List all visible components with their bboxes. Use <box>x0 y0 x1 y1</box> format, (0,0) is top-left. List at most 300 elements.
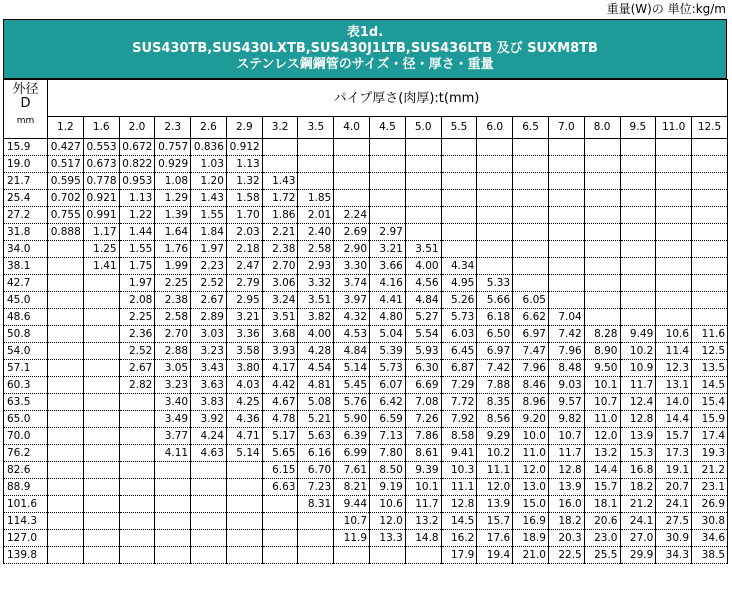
weight-cell <box>334 173 370 190</box>
table-row <box>4 173 728 190</box>
weight-cell: 5.21 <box>298 411 334 428</box>
weight-cell: 1.17 <box>83 224 119 241</box>
weight-cell: 6.59 <box>370 411 406 428</box>
weight-cell: 3.23 <box>191 343 227 360</box>
weight-cell: 0.921 <box>83 190 119 207</box>
weight-cell: 0.427 <box>48 139 84 156</box>
weight-cell <box>405 190 441 207</box>
weight-cell: 4.11 <box>155 445 191 462</box>
weight-cell: 6.70 <box>298 462 334 479</box>
table-row <box>4 411 728 428</box>
weight-cell <box>262 513 298 530</box>
thickness-header-cell: 8.0 <box>584 117 620 139</box>
weight-cell: 11.6 <box>692 326 728 343</box>
weight-cell <box>584 224 620 241</box>
weight-cell <box>226 513 262 530</box>
weight-cell: 6.05 <box>513 292 549 309</box>
outer-diameter-header <box>4 80 48 139</box>
weight-cell <box>226 479 262 496</box>
weight-cell: 10.1 <box>584 377 620 394</box>
weight-cell <box>48 513 84 530</box>
weight-cell: 4.67 <box>262 394 298 411</box>
weight-cell: 18.2 <box>548 513 584 530</box>
weight-cell: 3.51 <box>405 241 441 258</box>
weight-cell: 3.74 <box>334 275 370 292</box>
weight-cell <box>191 547 227 564</box>
thickness-header-cell: 9.5 <box>620 117 656 139</box>
outer-diameter-cell: 101.6 <box>4 496 48 513</box>
weight-cell: 12.4 <box>620 394 656 411</box>
weight-cell: 7.72 <box>441 394 477 411</box>
weight-cell <box>334 156 370 173</box>
weight-cell: 13.9 <box>620 428 656 445</box>
weight-cell: 1.03 <box>191 156 227 173</box>
weight-cell <box>48 394 84 411</box>
weight-cell <box>620 224 656 241</box>
weight-cell: 38.5 <box>692 547 728 564</box>
weight-cell: 10.1 <box>405 479 441 496</box>
outer-diameter-cell: 19.0 <box>4 156 48 173</box>
weight-cell: 0.755 <box>48 207 84 224</box>
weight-cell: 3.21 <box>370 241 406 258</box>
weight-cell: 6.97 <box>513 326 549 343</box>
weight-cell: 1.85 <box>298 190 334 207</box>
weight-cell: 4.03 <box>226 377 262 394</box>
weight-cell: 13.3 <box>370 530 406 547</box>
weight-cell: 15.7 <box>477 513 513 530</box>
weight-cell: 17.9 <box>441 547 477 564</box>
weight-cell: 3.83 <box>191 394 227 411</box>
weight-cell <box>620 292 656 309</box>
weight-cell <box>48 343 84 360</box>
weight-cell: 13.9 <box>548 479 584 496</box>
weight-cell: 5.76 <box>334 394 370 411</box>
weight-cell <box>441 190 477 207</box>
weight-cell <box>548 139 584 156</box>
weight-cell: 2.38 <box>262 241 298 258</box>
weight-cell: 7.08 <box>405 394 441 411</box>
weight-cell: 9.20 <box>513 411 549 428</box>
thickness-header-cell: 2.9 <box>226 117 262 139</box>
weight-cell <box>226 530 262 547</box>
weight-cell <box>656 241 692 258</box>
weight-cell: 20.3 <box>548 530 584 547</box>
table-row <box>4 479 728 496</box>
weight-cell: 9.19 <box>370 479 406 496</box>
weight-cell: 20.7 <box>656 479 692 496</box>
weight-cell: 4.25 <box>226 394 262 411</box>
weight-cell <box>656 224 692 241</box>
weight-cell <box>48 377 84 394</box>
weight-cell: 8.56 <box>477 411 513 428</box>
weight-cell <box>155 530 191 547</box>
weight-cell: 2.36 <box>119 326 155 343</box>
weight-cell <box>692 309 728 326</box>
weight-cell: 1.76 <box>155 241 191 258</box>
weight-cell: 0.595 <box>48 173 84 190</box>
table-row <box>4 496 728 513</box>
weight-cell <box>191 462 227 479</box>
weight-cell: 2.01 <box>298 207 334 224</box>
weight-cell <box>48 496 84 513</box>
weight-cell <box>48 292 84 309</box>
table-row <box>4 547 728 564</box>
weight-cell: 5.73 <box>370 360 406 377</box>
weight-cell <box>405 173 441 190</box>
weight-cell <box>548 241 584 258</box>
weight-cell: 8.21 <box>334 479 370 496</box>
weight-cell: 10.6 <box>370 496 406 513</box>
weight-cell <box>692 275 728 292</box>
weight-cell: 6.99 <box>334 445 370 462</box>
weight-cell: 24.1 <box>656 496 692 513</box>
thickness-header-cell: 5.0 <box>405 117 441 139</box>
weight-cell <box>692 292 728 309</box>
weight-cell: 13.2 <box>405 513 441 530</box>
weight-cell: 13.2 <box>584 445 620 462</box>
weight-cell: 2.24 <box>334 207 370 224</box>
weight-cell: 30.9 <box>656 530 692 547</box>
weight-cell: 4.00 <box>405 258 441 275</box>
thickness-header-cell: 11.0 <box>656 117 692 139</box>
weight-cell: 5.04 <box>370 326 406 343</box>
weight-cell: 16.0 <box>548 496 584 513</box>
weight-cell: 1.41 <box>83 258 119 275</box>
weight-cell: 3.51 <box>298 292 334 309</box>
weight-cell: 8.28 <box>584 326 620 343</box>
weight-cell: 2.88 <box>155 343 191 360</box>
weight-cell: 2.25 <box>119 309 155 326</box>
weight-cell: 4.81 <box>298 377 334 394</box>
weight-cell <box>477 224 513 241</box>
weight-cell: 6.42 <box>370 394 406 411</box>
weight-cell <box>656 275 692 292</box>
table-row <box>4 309 728 326</box>
weight-cell <box>620 207 656 224</box>
weight-cell <box>584 275 620 292</box>
weight-cell <box>226 462 262 479</box>
weight-cell <box>119 445 155 462</box>
weight-cell <box>656 258 692 275</box>
weight-cell <box>548 156 584 173</box>
weight-cell <box>119 496 155 513</box>
weight-cell: 3.24 <box>262 292 298 309</box>
weight-cell: 4.56 <box>405 275 441 292</box>
weight-cell <box>262 139 298 156</box>
weight-cell <box>548 224 584 241</box>
thickness-header-cell: 12.5 <box>692 117 728 139</box>
weight-cell: 11.1 <box>477 462 513 479</box>
weight-cell: 11.7 <box>548 445 584 462</box>
weight-cell <box>191 496 227 513</box>
weight-cell: 5.90 <box>334 411 370 428</box>
weight-cell: 6.62 <box>513 309 549 326</box>
weight-cell: 10.9 <box>620 360 656 377</box>
weight-cell: 21.0 <box>513 547 549 564</box>
thickness-header-cell: 4.0 <box>334 117 370 139</box>
weight-cell: 5.26 <box>441 292 477 309</box>
weight-cell: 5.93 <box>405 343 441 360</box>
outer-diameter-cell: 48.6 <box>4 309 48 326</box>
weight-cell <box>405 547 441 564</box>
weight-cell: 3.30 <box>334 258 370 275</box>
weight-cell: 4.80 <box>370 309 406 326</box>
weight-cell: 5.39 <box>370 343 406 360</box>
weight-cell: 3.03 <box>191 326 227 343</box>
weight-cell <box>83 462 119 479</box>
weight-cell: 4.42 <box>262 377 298 394</box>
weight-cell: 8.48 <box>548 360 584 377</box>
weight-cell: 3.32 <box>298 275 334 292</box>
table-row <box>4 462 728 479</box>
weight-cell: 0.912 <box>226 139 262 156</box>
thickness-header-cell: 2.3 <box>155 117 191 139</box>
weight-cell: 3.77 <box>155 428 191 445</box>
weight-cell <box>656 207 692 224</box>
weight-cell <box>83 428 119 445</box>
weight-cell: 25.5 <box>584 547 620 564</box>
outer-diameter-cell: 42.7 <box>4 275 48 292</box>
weight-cell <box>48 462 84 479</box>
weight-cell: 5.14 <box>226 445 262 462</box>
table-row <box>4 139 728 156</box>
weight-cell <box>584 156 620 173</box>
outer-diameter-cell: 82.6 <box>4 462 48 479</box>
weight-cell: 1.75 <box>119 258 155 275</box>
weight-cell: 5.65 <box>262 445 298 462</box>
weight-cell: 11.0 <box>513 445 549 462</box>
weight-cell: 0.929 <box>155 156 191 173</box>
weight-cell <box>692 258 728 275</box>
weight-cell <box>83 513 119 530</box>
weight-cell: 3.51 <box>262 309 298 326</box>
weight-cell: 0.553 <box>83 139 119 156</box>
weight-cell: 2.03 <box>226 224 262 241</box>
weight-cell: 22.5 <box>548 547 584 564</box>
weight-cell: 2.95 <box>226 292 262 309</box>
weight-cell: 10.2 <box>477 445 513 462</box>
weight-cell <box>584 207 620 224</box>
weight-cell <box>620 241 656 258</box>
weight-cell: 29.9 <box>620 547 656 564</box>
weight-cell: 3.23 <box>155 377 191 394</box>
weight-cell <box>48 479 84 496</box>
weight-cell <box>513 241 549 258</box>
weight-cell: 3.63 <box>191 377 227 394</box>
weight-cell: 1.39 <box>155 207 191 224</box>
weight-cell: 19.1 <box>656 462 692 479</box>
weight-cell <box>477 156 513 173</box>
weight-cell: 11.4 <box>656 343 692 360</box>
weight-cell: 4.71 <box>226 428 262 445</box>
table-row <box>4 428 728 445</box>
weight-cell <box>83 275 119 292</box>
weight-cell: 13.5 <box>692 360 728 377</box>
thickness-header-cell: 2.6 <box>191 117 227 139</box>
weight-cell: 0.836 <box>191 139 227 156</box>
weight-cell: 11.1 <box>441 479 477 496</box>
weight-cell: 2.38 <box>155 292 191 309</box>
weight-cell <box>119 428 155 445</box>
weight-cell: 15.0 <box>513 496 549 513</box>
weight-cell <box>548 258 584 275</box>
weight-cell <box>656 190 692 207</box>
weight-cell <box>298 547 334 564</box>
weight-cell: 4.63 <box>191 445 227 462</box>
weight-cell: 9.29 <box>477 428 513 445</box>
weight-cell: 7.96 <box>513 360 549 377</box>
weight-cell <box>226 547 262 564</box>
thickness-header-cell: 1.2 <box>48 117 84 139</box>
weight-cell: 34.3 <box>656 547 692 564</box>
weight-cell <box>405 207 441 224</box>
weight-cell: 7.26 <box>405 411 441 428</box>
weight-cell: 9.39 <box>405 462 441 479</box>
weight-cell: 6.39 <box>334 428 370 445</box>
weight-cell: 2.52 <box>119 343 155 360</box>
weight-cell: 5.66 <box>477 292 513 309</box>
weight-cell <box>441 224 477 241</box>
weight-cell: 10.3 <box>441 462 477 479</box>
weight-cell: 3.97 <box>334 292 370 309</box>
weight-cell: 14.0 <box>656 394 692 411</box>
weight-cell: 5.45 <box>334 377 370 394</box>
weight-cell <box>83 411 119 428</box>
weight-cell <box>191 530 227 547</box>
weight-cell: 6.03 <box>441 326 477 343</box>
table-row <box>4 394 728 411</box>
outer-diameter-cell: 57.1 <box>4 360 48 377</box>
weight-cell: 1.58 <box>226 190 262 207</box>
weight-cell <box>441 207 477 224</box>
outer-diameter-cell: 63.5 <box>4 394 48 411</box>
weight-cell: 6.15 <box>262 462 298 479</box>
weight-cell: 6.69 <box>405 377 441 394</box>
weight-cell: 2.08 <box>119 292 155 309</box>
weight-cell: 7.04 <box>548 309 584 326</box>
weight-cell: 20.6 <box>584 513 620 530</box>
table-row <box>4 513 728 530</box>
weight-cell <box>620 258 656 275</box>
thickness-header-cell: 3.2 <box>262 117 298 139</box>
weight-cell: 17.6 <box>477 530 513 547</box>
weight-cell: 3.92 <box>191 411 227 428</box>
weight-cell <box>584 190 620 207</box>
thickness-row <box>4 117 728 139</box>
weight-cell: 2.40 <box>298 224 334 241</box>
weight-cell: 7.86 <box>405 428 441 445</box>
weight-cell: 3.21 <box>226 309 262 326</box>
weight-cell: 2.58 <box>155 309 191 326</box>
outer-diameter-cell: 88.9 <box>4 479 48 496</box>
weight-cell <box>298 530 334 547</box>
outer-diameter-cell: 31.8 <box>4 224 48 241</box>
weight-cell: 12.0 <box>584 428 620 445</box>
weight-cell: 24.1 <box>620 513 656 530</box>
weight-cell: 1.43 <box>191 190 227 207</box>
weight-cell: 2.18 <box>226 241 262 258</box>
weight-cell: 1.86 <box>262 207 298 224</box>
weight-cell: 21.2 <box>620 496 656 513</box>
weight-cell: 6.07 <box>370 377 406 394</box>
weight-cell: 1.20 <box>191 173 227 190</box>
weight-cell: 7.42 <box>477 360 513 377</box>
weight-cell: 3.36 <box>226 326 262 343</box>
weight-cell: 9.44 <box>334 496 370 513</box>
weight-cell: 26.9 <box>692 496 728 513</box>
weight-cell <box>83 496 119 513</box>
weight-cell: 14.4 <box>656 411 692 428</box>
weight-cell: 11.7 <box>405 496 441 513</box>
weight-cell <box>620 190 656 207</box>
weight-cell: 0.673 <box>83 156 119 173</box>
weight-cell <box>656 139 692 156</box>
table-row <box>4 156 728 173</box>
weight-cell: 3.40 <box>155 394 191 411</box>
weight-cell: 18.1 <box>584 496 620 513</box>
weight-cell: 4.24 <box>191 428 227 445</box>
weight-cell: 9.57 <box>548 394 584 411</box>
weight-cell <box>548 207 584 224</box>
weight-cell: 7.47 <box>513 343 549 360</box>
unit-note: 重量(W)の 単位:kg/m <box>606 2 726 16</box>
weight-cell: 9.82 <box>548 411 584 428</box>
weight-cell: 2.97 <box>370 224 406 241</box>
weight-cell: 2.70 <box>155 326 191 343</box>
weight-cell <box>48 428 84 445</box>
thickness-header-cell: 2.0 <box>119 117 155 139</box>
weight-cell <box>48 275 84 292</box>
weight-cell <box>692 139 728 156</box>
weight-cell <box>620 309 656 326</box>
weight-cell: 2.21 <box>262 224 298 241</box>
weight-cell <box>370 547 406 564</box>
weight-cell <box>548 190 584 207</box>
weight-cell <box>155 496 191 513</box>
weight-cell <box>119 394 155 411</box>
weight-cell: 4.32 <box>334 309 370 326</box>
weight-cell <box>48 326 84 343</box>
weight-cell <box>620 275 656 292</box>
weight-cell: 4.17 <box>262 360 298 377</box>
table-row <box>4 360 728 377</box>
weight-cell: 4.00 <box>298 326 334 343</box>
title-line-1: 表1d. <box>346 25 384 40</box>
weight-cell: 1.22 <box>119 207 155 224</box>
table-row <box>4 326 728 343</box>
weight-cell <box>191 513 227 530</box>
weight-cell: 1.99 <box>155 258 191 275</box>
weight-cell: 6.97 <box>477 343 513 360</box>
outer-diameter-cell: 65.0 <box>4 411 48 428</box>
weight-cell <box>226 496 262 513</box>
weight-cell <box>48 360 84 377</box>
weight-cell: 12.3 <box>656 360 692 377</box>
weight-cell <box>405 224 441 241</box>
thickness-header-cell: 3.5 <box>298 117 334 139</box>
weight-cell: 14.5 <box>692 377 728 394</box>
outer-diameter-cell: 50.8 <box>4 326 48 343</box>
weight-cell <box>477 258 513 275</box>
weight-cell: 6.16 <box>298 445 334 462</box>
weight-cell <box>370 139 406 156</box>
weight-cell: 17.4 <box>692 428 728 445</box>
weight-cell <box>513 139 549 156</box>
weight-cell: 1.44 <box>119 224 155 241</box>
weight-cell <box>48 241 84 258</box>
weight-cell: 0.702 <box>48 190 84 207</box>
weight-cell: 18.9 <box>513 530 549 547</box>
